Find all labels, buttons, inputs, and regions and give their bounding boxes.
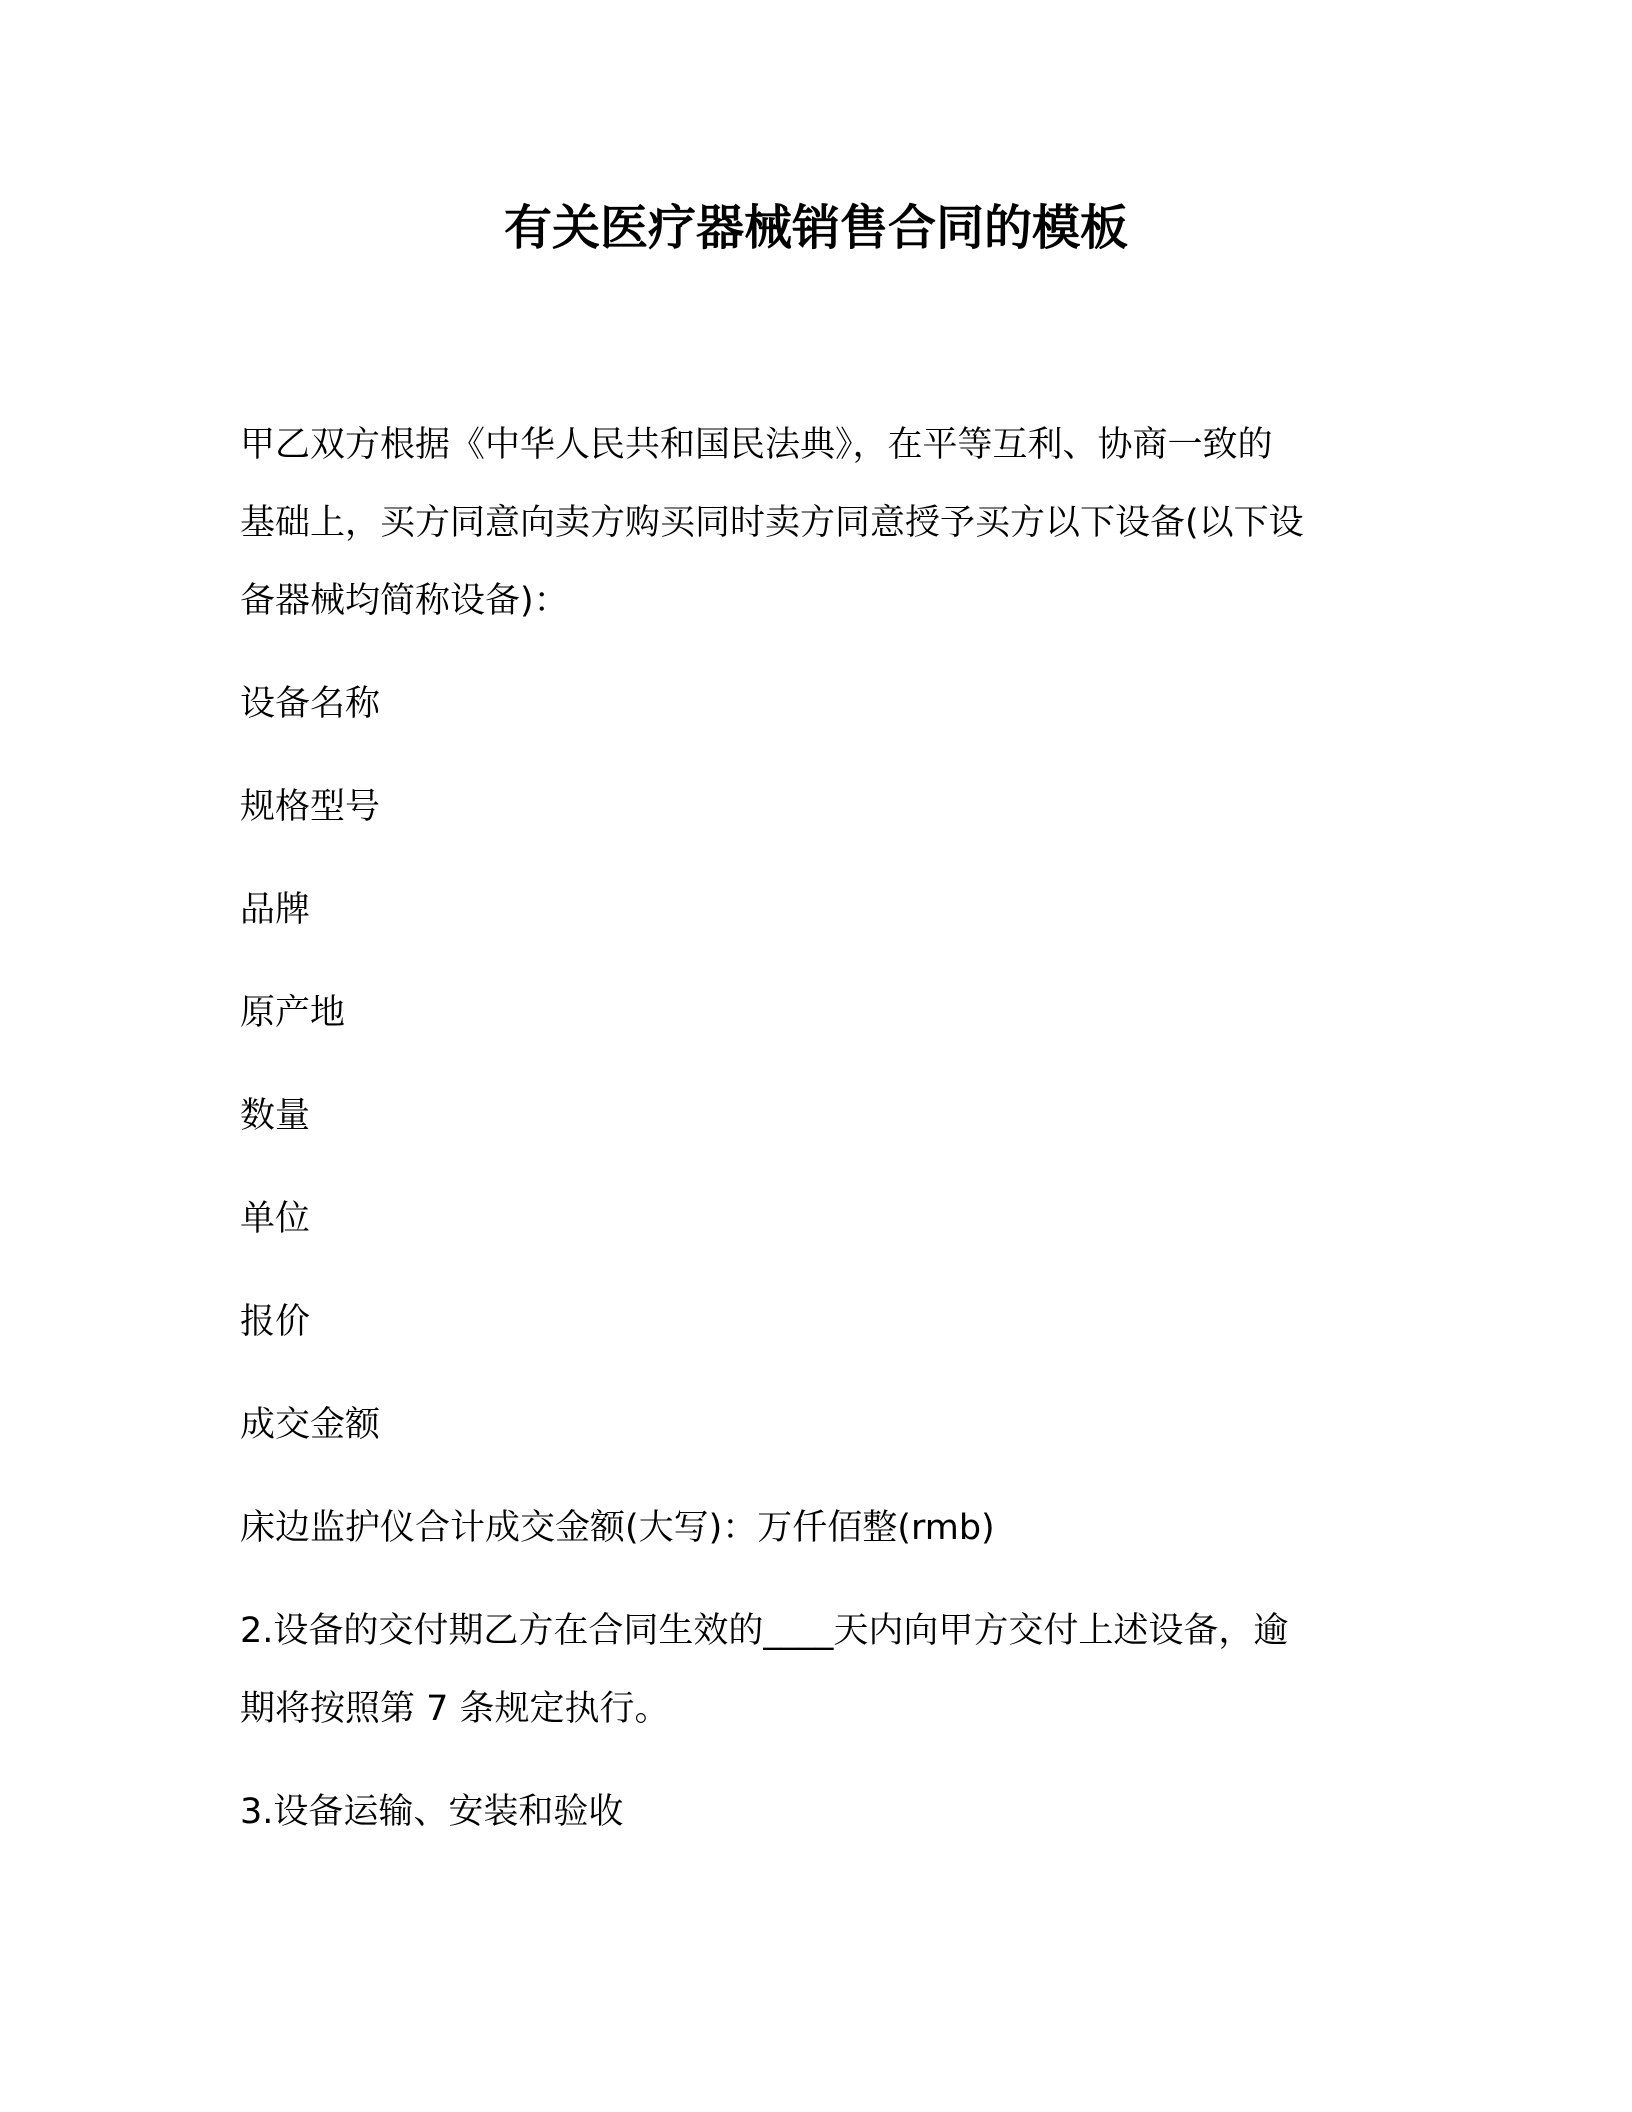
field-quote: 报价 — [240, 1302, 311, 1342]
field-quantity: 数量 — [240, 1096, 311, 1136]
intro-paragraph — [240, 406, 1400, 640]
field-brand: 品牌 — [240, 890, 311, 930]
field-deal-amount: 成交金额 — [240, 1405, 381, 1445]
document-title: 有关医疗器械销售合同的模板 — [503, 200, 1128, 256]
intro-line-3: 备器械均简称设备)： — [240, 581, 569, 621]
field-equipment-name: 设备名称 — [240, 684, 381, 724]
total-amount-line: 床边监护仪合计成交金额(大写)：万仟佰整(rmb) — [240, 1508, 995, 1548]
field-spec-model: 规格型号 — [240, 787, 381, 827]
intro-line-2: 基础上，买方同意向卖方购买同时卖方同意授予买方以下设备(以下设 — [240, 503, 1304, 543]
field-origin: 原产地 — [240, 993, 346, 1033]
clause-2-line-2: 期将按照第 7 条规定执行。 — [240, 1689, 670, 1729]
clause-2 — [240, 1592, 1400, 1748]
clause-3: 3.设备运输、安装和验收 — [240, 1792, 624, 1832]
intro-line-1: 甲乙双方根据《中华人民共和国民法典》，在平等互利、协商一致的 — [240, 425, 1273, 465]
field-unit: 单位 — [240, 1199, 311, 1239]
clause-2-line-1: 2.设备的交付期乙方在合同生效的____天内向甲方交付上述设备，逾 — [240, 1611, 1289, 1651]
